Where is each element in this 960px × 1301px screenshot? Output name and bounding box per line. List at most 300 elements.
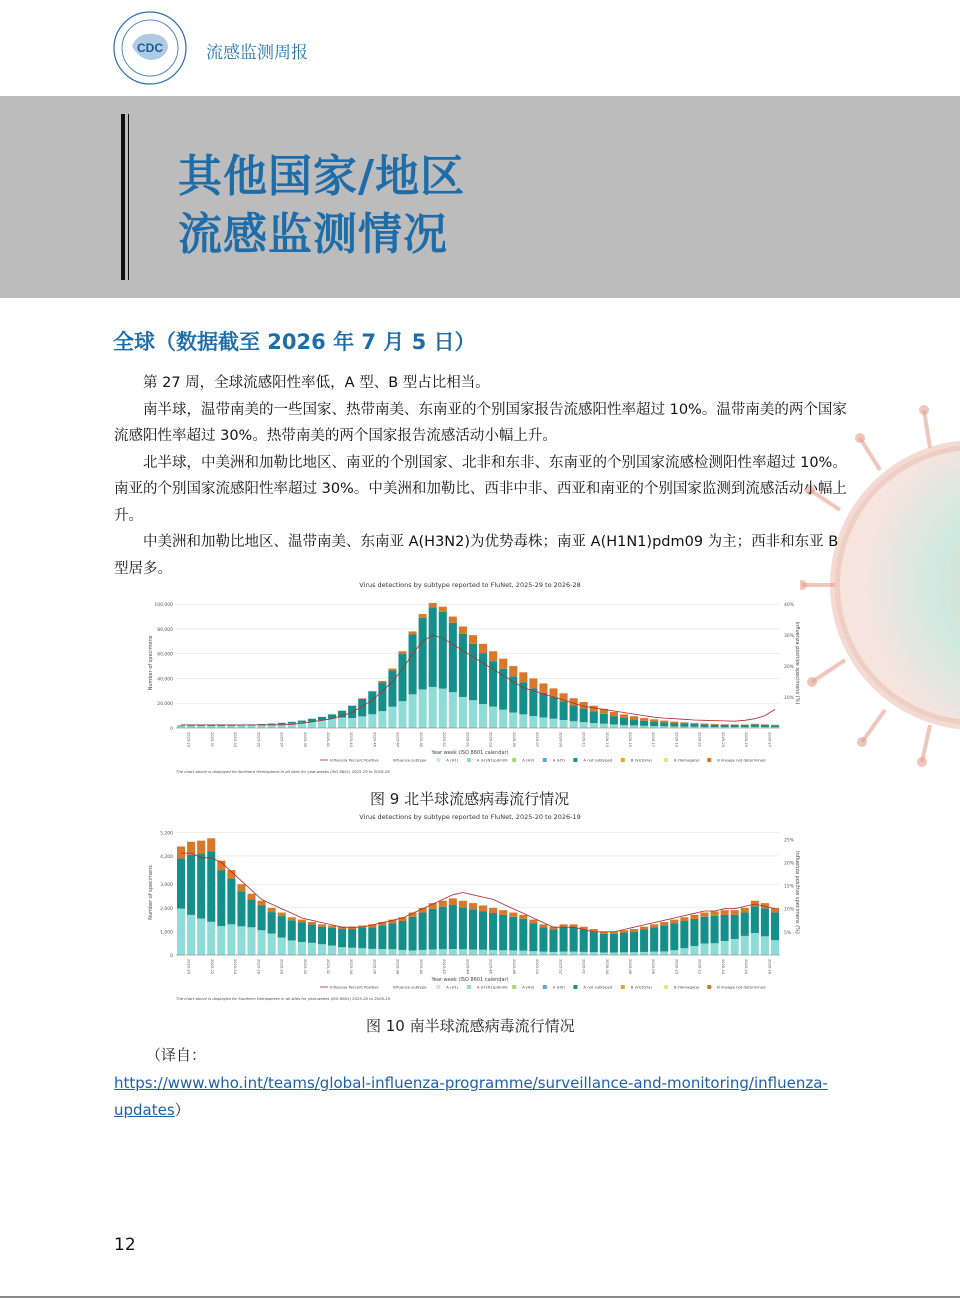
bar-segment-b — [358, 698, 366, 699]
y-tick-label: 100,000 — [154, 603, 173, 609]
legend-swatch — [621, 985, 625, 989]
bar-segment-a-not-subtyped — [409, 917, 417, 951]
bar-segment-b — [489, 651, 497, 661]
bar-segment-b — [459, 901, 467, 908]
bar-segment-b — [237, 884, 245, 891]
y-tick-label: 60,000 — [157, 652, 173, 658]
x-tick-label: 2025-22 — [209, 959, 214, 975]
bar-segment-a-not-subtyped — [237, 891, 245, 926]
bar-segment-a-not-subtyped — [278, 916, 286, 937]
paragraph: 第 27 周，全球流感阳性率低，A 型、B 型占比相当。 — [143, 375, 490, 391]
bar-segment-a-h3 — [700, 944, 708, 955]
bar-segment-a-not-subtyped — [721, 725, 729, 727]
chart-note: The chart above is displayed for Southern Hemisphere in all sites for year-weeks (ISO 8601) 2025-20 to 2026-19 — [176, 996, 391, 1001]
bar-segment-a-not-subtyped — [439, 907, 447, 949]
x-tick-label: 2026-02 — [581, 959, 586, 975]
legend-swatch — [543, 985, 547, 989]
bar-segment-a-not-subtyped — [318, 927, 326, 945]
bar-segment-b — [721, 910, 729, 915]
legend-label: B (Yamagata) — [674, 757, 700, 763]
y-axis-label: Number of specimens — [148, 635, 154, 691]
bar-segment-b — [409, 631, 417, 634]
bar-segment-a-h3 — [439, 949, 447, 955]
y2-tick-label: 15% — [784, 884, 795, 890]
x-tick-label: 2025-35 — [256, 732, 261, 748]
bar-segment-a-not-subtyped — [640, 721, 648, 726]
bar-segment-b — [439, 607, 447, 612]
bar-segment-b — [499, 910, 507, 915]
y2-axis-label: Influenza positive specimens (%) — [794, 851, 800, 934]
bar-segment-b — [288, 917, 296, 920]
bar-segment-a-h3 — [237, 726, 245, 728]
bar-segment-a-not-subtyped — [187, 855, 195, 915]
bar-segment-a-h3 — [177, 909, 185, 955]
legend-label: B lineage not determined — [717, 757, 766, 763]
bar-segment-a-not-subtyped — [680, 921, 688, 948]
y2-tick-label: 40% — [784, 603, 795, 609]
header-title: 流感监测周报 — [206, 43, 308, 63]
bar-segment-a-h3 — [409, 694, 417, 728]
section-title: 全球（数据截至 2026 年 7 月 5 日） — [113, 330, 476, 354]
bar-segment-a-h3 — [378, 949, 386, 955]
bar-segment-b — [479, 905, 487, 911]
bar-segment-a-not-subtyped — [258, 905, 266, 930]
bar-segment-a-not-subtyped — [721, 915, 729, 941]
y-tick-label: 0 — [170, 954, 173, 959]
source-prefix: （译自： — [146, 1046, 207, 1064]
cdc-logo-icon — [110, 8, 190, 88]
bar-segment-a-not-subtyped — [298, 721, 306, 723]
y-tick-label: 3,000 — [160, 883, 173, 889]
bar-segment-a-not-subtyped — [731, 915, 739, 939]
chart-title: Virus detections by subtype reported to FluNet, 2025-29 to 2026-28 — [359, 581, 581, 589]
bar-segment-a-h3 — [227, 924, 235, 955]
chart-note: The chart above is displayed for Northern Hemisphere in all sites for year-weeks (ISO 8601) 2025-29 to 2026-28 — [176, 769, 390, 774]
x-tick-label: 2026-14 — [720, 959, 725, 975]
bar-segment-a-h3 — [187, 915, 195, 955]
x-tick-label: 2026-18 — [767, 959, 772, 975]
x-tick-label: 2025-36 — [372, 959, 377, 975]
bar-segment-a-h3 — [388, 949, 396, 955]
bar-segment-a-h3 — [459, 697, 467, 728]
bar-segment-a-h3 — [680, 948, 688, 955]
x-tick-label: 2026-13 — [604, 732, 609, 748]
legend-swatch — [512, 985, 516, 989]
x-tick-label: 2025-34 — [349, 959, 354, 975]
bar-segment-b — [670, 920, 678, 924]
bar-segment-b — [690, 723, 698, 724]
bar-segment-a-not-subtyped — [489, 661, 497, 706]
bar-segment-a-h3 — [217, 726, 225, 728]
bar-segment-b — [761, 724, 769, 725]
y2-tick-label: 20% — [784, 861, 795, 867]
bar-segment-a-not-subtyped — [388, 923, 396, 949]
bar-segment-a-h3 — [258, 930, 266, 955]
bar-segment-a-h3 — [670, 950, 678, 955]
bar-segment-a-h3 — [640, 952, 648, 955]
y-tick-label: 4,200 — [160, 854, 173, 860]
bar-segment-a-not-subtyped — [771, 913, 779, 941]
x-tick-label: 2025-50 — [535, 959, 540, 975]
legend-swatch — [621, 758, 625, 762]
bar-segment-a-h3 — [721, 941, 729, 955]
x-tick-label: 2025-30 — [302, 959, 307, 975]
bar-segment-b — [721, 724, 729, 725]
bar-segment-a-h3 — [499, 950, 507, 955]
bar-segment-b — [449, 898, 457, 905]
bar-segment-b — [469, 635, 477, 644]
legend-label: A (H3) — [522, 757, 535, 763]
bar-segment-a-not-subtyped — [187, 725, 195, 726]
bar-segment-a-h3 — [630, 725, 638, 728]
bar-segment-a-not-subtyped — [580, 708, 588, 722]
bar-segment-a-h3 — [328, 718, 336, 728]
x-tick-label: 2026-05 — [511, 732, 516, 748]
bar-segment-a-not-subtyped — [610, 716, 618, 724]
bar-segment-b — [741, 908, 749, 913]
bar-segment-a-not-subtyped — [227, 878, 235, 924]
bar-segment-a-h3 — [549, 719, 557, 728]
bar-segment-a-not-subtyped — [368, 692, 376, 714]
bar-segment-a-h3 — [459, 949, 467, 955]
bar-segment-b — [539, 683, 547, 692]
bar-segment-a-not-subtyped — [620, 933, 628, 953]
bar-segment-a-not-subtyped — [439, 612, 447, 689]
bar-segment-b — [378, 681, 386, 682]
x-tick-label: 2025-48 — [511, 959, 516, 975]
bar-segment-b — [429, 603, 437, 607]
bar-segment-a-h3 — [398, 950, 406, 955]
bar-segment-a-h3 — [610, 724, 618, 728]
bar-segment-a-h3 — [308, 943, 316, 955]
x-tick-label: 2025-45 — [372, 732, 377, 748]
footer-divider — [0, 1296, 960, 1298]
bar-segment-a-not-subtyped — [630, 932, 638, 953]
bar-segment-a-not-subtyped — [177, 726, 185, 727]
bar-segment-a-not-subtyped — [197, 725, 205, 726]
bar-segment-a-not-subtyped — [700, 724, 708, 727]
x-tick-label: 2025-31 — [209, 732, 214, 748]
bar-segment-a-h3 — [751, 933, 759, 955]
x-tick-label: 2026-25 — [744, 732, 749, 748]
x-tick-label: 2025-39 — [302, 732, 307, 748]
bar-segment-a-not-subtyped — [217, 870, 225, 926]
bar-segment-a-h3 — [449, 692, 457, 728]
bar-segment-a-not-subtyped — [368, 927, 376, 949]
bar-segment-a-h3 — [499, 710, 507, 728]
x-axis-label: Year week (ISO 8601 calendar) — [431, 750, 509, 756]
legend-label: A (H3) — [522, 984, 535, 990]
bar-segment-b — [268, 908, 276, 912]
bar-segment-b — [388, 669, 396, 671]
bar-segment-b — [499, 659, 507, 669]
figure-caption-9: 图 9 北半球流感病毒流行情况 — [370, 790, 570, 808]
bar-segment-a-not-subtyped — [610, 934, 618, 953]
bar-segment-a-not-subtyped — [620, 718, 628, 725]
x-tick-label: 2026-15 — [628, 732, 632, 748]
bar-segment-a-h3 — [469, 700, 477, 728]
bar-segment-a-not-subtyped — [731, 725, 739, 727]
legend-swatch — [467, 758, 471, 762]
bar-segment-a-h3 — [409, 950, 417, 955]
bar-segment-a-not-subtyped — [459, 634, 467, 697]
bar-segment-a-not-subtyped — [419, 913, 427, 950]
y-tick-label: 2,000 — [160, 906, 173, 912]
bar-segment-b — [459, 626, 467, 633]
figure-caption-10: 图 10 南半球流感病毒流行情况 — [366, 1017, 575, 1035]
bar-segment-b — [711, 724, 719, 725]
bar-segment-a-h3 — [348, 948, 356, 955]
legend-label: B (Victoria) — [630, 757, 652, 763]
bar-segment-a-h3 — [519, 951, 527, 955]
legend-swatch — [512, 758, 516, 762]
bar-segment-a-not-subtyped — [409, 635, 417, 695]
bar-segment-b — [751, 901, 759, 906]
bar-segment-a-h3 — [570, 721, 578, 728]
bar-segment-b — [298, 920, 306, 923]
bar-segment-a-h3 — [761, 936, 769, 955]
bar-segment-a-not-subtyped — [590, 711, 598, 723]
chart-southern-hemisphere — [140, 810, 800, 1010]
logo-text: CDC — [137, 41, 163, 55]
bar-segment-b — [247, 894, 255, 900]
x-tick-label: 2025-24 — [233, 959, 238, 975]
legend-label: A (H1) — [446, 757, 459, 763]
bar-segment-a-not-subtyped — [580, 929, 588, 952]
bar-segment-a-not-subtyped — [600, 934, 608, 953]
x-tick-label: 2025-52 — [558, 959, 563, 975]
bar-segment-b — [449, 617, 457, 623]
x-tick-label: 2025-26 — [256, 959, 261, 975]
bar-segment-b — [700, 913, 708, 917]
bar-segment-a-not-subtyped — [278, 723, 286, 725]
bar-segment-a-not-subtyped — [670, 723, 678, 726]
bar-segment-a-not-subtyped — [680, 724, 688, 727]
x-tick-label: 2025-43 — [349, 732, 354, 748]
x-tick-label: 2025-32 — [326, 959, 330, 975]
legend-swatch — [436, 985, 440, 989]
bar-segment-a-h3 — [479, 950, 487, 955]
legend-swatch — [573, 985, 577, 989]
paragraph: 中美洲和加勒比地区、温带南美、东南亚 A(H3N2)为优势毒株；南亚 A(H1N1)pdm09 为主；西非和东亚 B 型居多。 — [114, 534, 839, 577]
bar-segment-a-h3 — [197, 918, 205, 955]
x-tick-label: 2025-28 — [279, 959, 284, 975]
bar-segment-a-h3 — [429, 949, 437, 955]
bar-segment-a-h3 — [268, 934, 276, 955]
bar-segment-a-h3 — [298, 942, 306, 955]
bar-segment-a-h3 — [348, 718, 356, 728]
source-line — [114, 1070, 884, 1124]
bar-segment-a-h3 — [237, 926, 245, 955]
bar-segment-b — [398, 651, 406, 653]
bar-segment-a-not-subtyped — [761, 908, 769, 936]
legend-swatch — [707, 985, 711, 989]
bar-segment-b — [368, 691, 376, 692]
legend-label: Influenza Percent Positive — [330, 757, 379, 763]
bar-segment-a-h3 — [328, 946, 336, 955]
bar-segment-b — [670, 722, 678, 723]
legend-label: B lineage not determined — [717, 984, 766, 990]
bar-segment-a-h3 — [711, 943, 719, 955]
bar-segment-b — [529, 678, 537, 688]
bar-segment-a-not-subtyped — [690, 724, 698, 727]
bar-segment-b — [489, 908, 497, 913]
bar-segment-a-not-subtyped — [429, 909, 437, 950]
bar-segment-a-h3 — [580, 722, 588, 728]
bar-segment-a-h3 — [560, 720, 568, 728]
x-tick-label: 2025-42 — [442, 959, 447, 975]
bar-segment-b — [509, 913, 517, 917]
bar-segment-a-h3 — [338, 947, 346, 955]
bar-segment-a-not-subtyped — [348, 929, 356, 948]
x-tick-label: 2026-04 — [604, 959, 609, 975]
x-tick-label: 2025-51 — [442, 732, 447, 748]
bar-segment-b — [519, 915, 527, 919]
x-tick-label: 2025-29 — [186, 732, 191, 748]
body-text — [114, 370, 854, 582]
bar-segment-a-not-subtyped — [298, 922, 306, 942]
x-axis-label: Year week (ISO 8601 calendar) — [431, 977, 509, 983]
bar-segment-a-h3 — [358, 716, 366, 728]
legend-label: A (H5) — [552, 757, 565, 763]
source-link[interactable]: https://www.who.int/teams/global-influenza-programme/surveillance-and-monitoring/influenza-updates — [114, 1074, 828, 1119]
bar-segment-a-not-subtyped — [741, 725, 749, 727]
bar-segment-a-h3 — [731, 939, 739, 955]
bar-segment-a-h3 — [268, 725, 276, 728]
bar-segment-a-not-subtyped — [338, 929, 346, 947]
y2-tick-label: 20% — [784, 665, 795, 671]
bar-segment-a-h3 — [479, 704, 487, 728]
y-tick-label: 40,000 — [157, 677, 173, 683]
bar-segment-a-not-subtyped — [539, 693, 547, 718]
bar-segment-a-not-subtyped — [650, 722, 658, 727]
bar-segment-a-h3 — [489, 950, 497, 955]
bar-segment-a-not-subtyped — [640, 930, 648, 952]
legend-label: A (H1N1)pdm09 — [476, 757, 508, 763]
bar-segment-a-h3 — [509, 713, 517, 728]
bar-segment-a-h3 — [570, 952, 578, 955]
bar-segment-a-h3 — [600, 952, 608, 955]
bar-segment-b — [610, 712, 618, 716]
y2-tick-label: 10% — [784, 907, 795, 913]
bar-segment-a-not-subtyped — [670, 923, 678, 950]
y2-tick-label: 10% — [784, 696, 795, 702]
bar-segment-a-h3 — [247, 725, 255, 728]
chart-northern-hemisphere — [140, 578, 800, 783]
legend-swatch — [436, 758, 440, 762]
y2-tick-label: 25% — [784, 838, 795, 844]
x-tick-label: 2025-47 — [395, 732, 400, 748]
bar-segment-b — [630, 929, 638, 932]
bar-segment-a-not-subtyped — [630, 719, 638, 725]
bar-segment-b — [570, 924, 578, 927]
x-tick-label: 2025-41 — [326, 732, 330, 748]
x-tick-label: 2025-49 — [418, 732, 423, 748]
y-tick-label: 0 — [170, 727, 173, 732]
legend-label: B (Victoria) — [630, 984, 652, 990]
y-tick-label: 80,000 — [157, 627, 173, 633]
bar-segment-a-h3 — [318, 944, 326, 955]
bar-segment-a-h3 — [630, 952, 638, 955]
bar-segment-b — [278, 913, 286, 917]
y2-axis-label: Influenza positive specimens (%) — [794, 621, 800, 705]
bar-segment-b — [560, 924, 568, 927]
bar-segment-a-not-subtyped — [398, 654, 406, 702]
bar-segment-a-not-subtyped — [469, 909, 477, 949]
bar-segment-b — [690, 915, 698, 919]
bar-segment-a-h3 — [358, 948, 366, 955]
bar-segment-a-h3 — [690, 946, 698, 955]
x-tick-label: 2026-11 — [581, 732, 586, 748]
bar-segment-a-h3 — [660, 951, 668, 955]
x-tick-label: 2026-07 — [535, 732, 540, 748]
bar-segment-a-h3 — [318, 720, 326, 728]
page-number: 12 — [114, 1235, 136, 1255]
x-tick-label: 2026-10 — [674, 959, 679, 975]
legend-label: A not subtyped — [583, 757, 613, 763]
legend-label: A (H1) — [446, 984, 459, 990]
bar-segment-a-h3 — [741, 936, 749, 955]
bar-segment-a-h3 — [640, 726, 648, 728]
bar-segment-a-not-subtyped — [419, 618, 427, 690]
bar-segment-a-not-subtyped — [570, 927, 578, 951]
bar-segment-a-not-subtyped — [711, 725, 719, 727]
bar-segment-a-h3 — [419, 689, 427, 728]
bar-segment-a-not-subtyped — [751, 724, 759, 727]
bar-segment-a-h3 — [529, 716, 537, 728]
bar-segment-b — [660, 721, 668, 723]
bar-segment-a-not-subtyped — [398, 921, 406, 950]
legend-label: Influenza subtype — [392, 984, 427, 990]
bar-segment-a-h3 — [368, 714, 376, 728]
bar-segment-a-not-subtyped — [529, 688, 537, 716]
bar-segment-a-not-subtyped — [690, 919, 698, 946]
bar-segment-b — [529, 920, 537, 924]
legend-label: B (Yamagata) — [674, 984, 700, 990]
y-axis-label: Number of specimens — [148, 865, 154, 920]
bar-segment-a-h3 — [590, 952, 598, 955]
chart-title: Virus detections by subtype reported to FluNet, 2025-20 to 2026-19 — [359, 813, 581, 821]
bar-segment-b — [177, 847, 185, 859]
y-tick-label: 5,200 — [160, 831, 173, 837]
bar-segment-b — [509, 666, 517, 676]
title-banner — [0, 96, 960, 298]
bar-segment-a-not-subtyped — [549, 697, 557, 719]
x-tick-label: 2026-27 — [767, 732, 772, 748]
x-tick-label: 2025-33 — [233, 732, 238, 748]
bar-segment-a-h3 — [590, 723, 598, 728]
bar-segment-a-h3 — [247, 927, 255, 955]
bar-segment-a-not-subtyped — [469, 644, 477, 700]
bar-segment-b — [439, 901, 447, 907]
bar-segment-b — [519, 672, 527, 682]
bar-segment-a-h3 — [620, 952, 628, 955]
bar-segment-a-h3 — [610, 952, 618, 955]
legend-label: Influenza Percent Positive — [330, 984, 379, 990]
bar-segment-b — [680, 722, 688, 723]
bar-segment-a-h3 — [288, 940, 296, 955]
bar-segment-b — [751, 724, 759, 725]
bar-segment-a-not-subtyped — [247, 900, 255, 928]
bar-segment-a-h3 — [600, 724, 608, 728]
bar-segment-a-not-subtyped — [288, 722, 296, 724]
bar-segment-a-h3 — [217, 926, 225, 955]
bar-segment-b — [419, 614, 427, 618]
paragraph: 北半球，中美洲和加勒比地区、南亚的个别国家、北非和东非、东南亚的个别国家流感检测阳性率超过 10%。南亚的个别国家流感阳性率超过 30%。中美洲和加勒比、西非中非、西亚和南亚的个别国家监测到流感活动小幅上升。 — [114, 454, 847, 524]
bar-segment-a-not-subtyped — [590, 931, 598, 952]
bar-segment-a-not-subtyped — [761, 725, 769, 727]
bar-segment-b — [469, 903, 477, 909]
